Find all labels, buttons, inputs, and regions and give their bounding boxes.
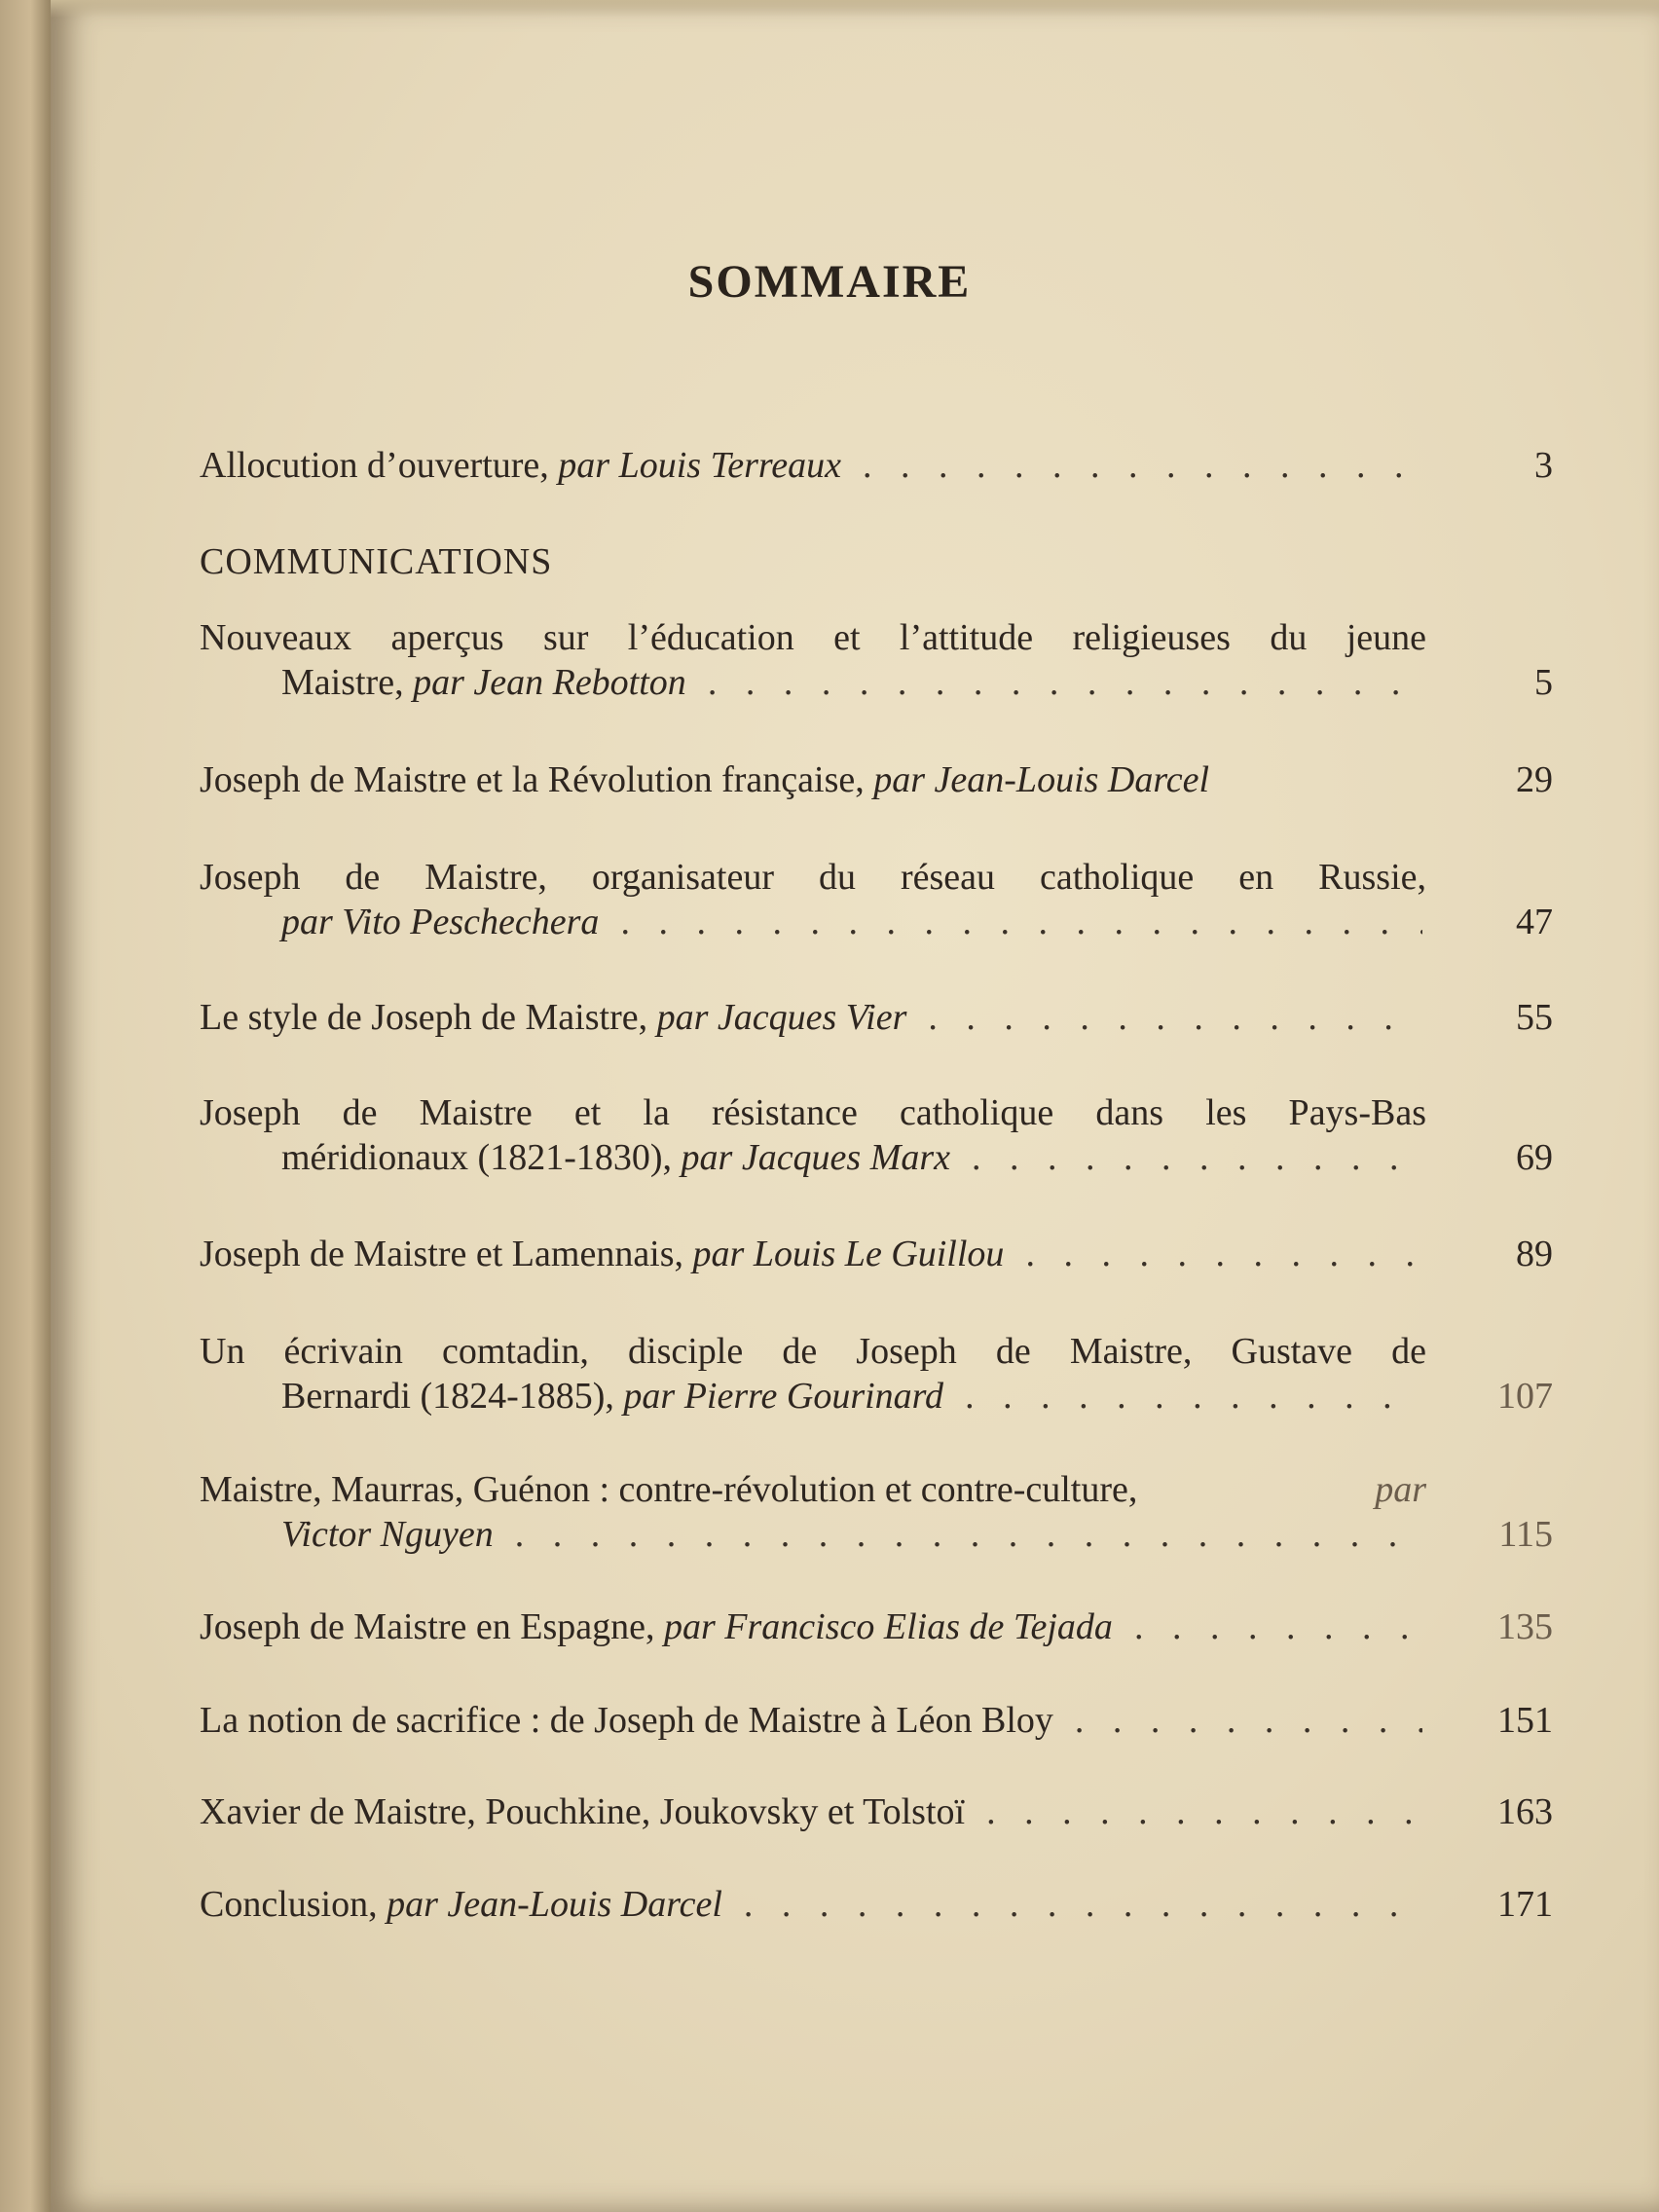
entry-par: par xyxy=(1375,1469,1426,1510)
entry-par: par xyxy=(281,902,333,942)
entry-page-number: 3 xyxy=(1534,445,1553,486)
entry-title-cont: méridionaux (1821-1830), xyxy=(281,1137,673,1178)
entry-par: par xyxy=(387,1884,438,1925)
entry-author: Louis Terreaux xyxy=(618,445,841,486)
entry-author: Jean-Louis Darcel xyxy=(934,759,1210,800)
toc-entry xyxy=(200,757,1553,802)
toc-entry xyxy=(200,1090,1553,1180)
leader-dots xyxy=(1075,1698,1422,1743)
entry-page-number: 115 xyxy=(1498,1514,1553,1555)
toc-entry xyxy=(200,1882,1553,1927)
toc-entry xyxy=(200,855,1553,944)
entry-page-number: 135 xyxy=(1497,1606,1553,1647)
entry-page-number: 55 xyxy=(1516,997,1553,1038)
entry-par: par xyxy=(623,1376,676,1417)
entry-par: par xyxy=(413,662,464,703)
page-top-edge xyxy=(51,0,1659,18)
entry-par: par xyxy=(664,1606,716,1647)
toc-entry xyxy=(200,1467,1553,1557)
page-title: SOMMAIRE xyxy=(687,256,972,308)
entry-title: Joseph de Maistre et la Révolution française, xyxy=(200,759,865,800)
leader-dots xyxy=(972,1135,1422,1180)
entry-par: par xyxy=(656,997,709,1038)
entry-page-number: 47 xyxy=(1516,902,1553,942)
leader-dots xyxy=(928,995,1422,1040)
entry-title: Allocution d’ouverture, xyxy=(200,445,549,486)
entry-title-cont: Bernardi (1824-1885), xyxy=(281,1376,614,1417)
entry-author: Jean-Louis Darcel xyxy=(447,1884,722,1925)
leader-dots xyxy=(620,900,1422,944)
entry-author: Jacques Marx xyxy=(741,1137,951,1178)
entry-page-number: 29 xyxy=(1516,759,1553,800)
leader-dots xyxy=(744,1882,1422,1927)
entry-page-number: 163 xyxy=(1497,1791,1553,1832)
leader-dots xyxy=(1025,1232,1422,1276)
toc-entry xyxy=(200,615,1553,705)
entry-title-line: Nouveaux aperçus sur l’éducation et l’attitude religieuses du jeune xyxy=(200,617,1426,658)
toc-entry xyxy=(200,1329,1553,1419)
entry-title: Joseph de Maistre en Espagne, xyxy=(200,1606,655,1647)
entry-page-number: 171 xyxy=(1497,1884,1553,1925)
leader-dots xyxy=(863,443,1422,488)
entry-title-cont: Maistre, xyxy=(281,662,404,703)
leader-dots xyxy=(986,1789,1422,1834)
entry-author: Francisco Elias de Tejada xyxy=(724,1606,1113,1647)
entry-par: par xyxy=(681,1137,733,1178)
leader-dots xyxy=(515,1512,1422,1557)
entry-title-line: Un écrivain comtadin, disciple de Joseph de Maistre, Gustave de xyxy=(200,1331,1426,1372)
entry-author: Jacques Vier xyxy=(717,997,907,1038)
leader-dots xyxy=(965,1374,1422,1419)
entry-title-line: Joseph de Maistre et la résistance catholique dans les Pays-Bas xyxy=(200,1092,1426,1133)
toc-entry xyxy=(200,1604,1553,1649)
entry-page-number: 151 xyxy=(1497,1700,1553,1741)
entry-title: Le style de Joseph de Maistre, xyxy=(200,997,648,1038)
section-heading-communications: COMMUNICATIONS xyxy=(200,541,553,582)
entry-par: par xyxy=(558,445,610,486)
entry-page-number: 89 xyxy=(1516,1234,1553,1274)
entry-author: Jean Rebotton xyxy=(473,662,686,703)
entry-page-number: 107 xyxy=(1497,1376,1553,1417)
entry-title-line: Joseph de Maistre, organisateur du réseau catholique en Russie, xyxy=(200,857,1426,898)
entry-title: Joseph de Maistre et Lamennais, xyxy=(200,1234,684,1274)
toc-entry-opening xyxy=(200,443,1553,488)
entry-title: Conclusion, xyxy=(200,1884,378,1925)
toc-entry xyxy=(200,995,1553,1040)
entry-page-number: 5 xyxy=(1534,662,1553,703)
toc-entry xyxy=(200,1698,1553,1743)
entry-author: Pierre Gourinard xyxy=(683,1376,944,1417)
leader-dots xyxy=(1134,1604,1422,1649)
entry-par: par xyxy=(692,1234,745,1274)
leader-dots xyxy=(708,660,1422,705)
entry-title: Maistre, Maurras, Guénon : contre-révolution et contre-culture, xyxy=(200,1469,1138,1510)
entry-title: La notion de sacrifice : de Joseph de Maistre à Léon Bloy xyxy=(200,1700,1053,1741)
entry-author: Victor Nguyen xyxy=(281,1514,494,1555)
entry-author: Louis Le Guillou xyxy=(753,1234,1005,1274)
toc-entry xyxy=(200,1789,1553,1834)
toc-entry xyxy=(200,1232,1553,1276)
entry-title: Xavier de Maistre, Pouchkine, Joukovsky et Tolstoï xyxy=(200,1791,966,1832)
entry-author: Vito Peschechera xyxy=(342,902,600,942)
entry-par: par xyxy=(873,759,926,800)
entry-page-number: 69 xyxy=(1516,1137,1553,1178)
